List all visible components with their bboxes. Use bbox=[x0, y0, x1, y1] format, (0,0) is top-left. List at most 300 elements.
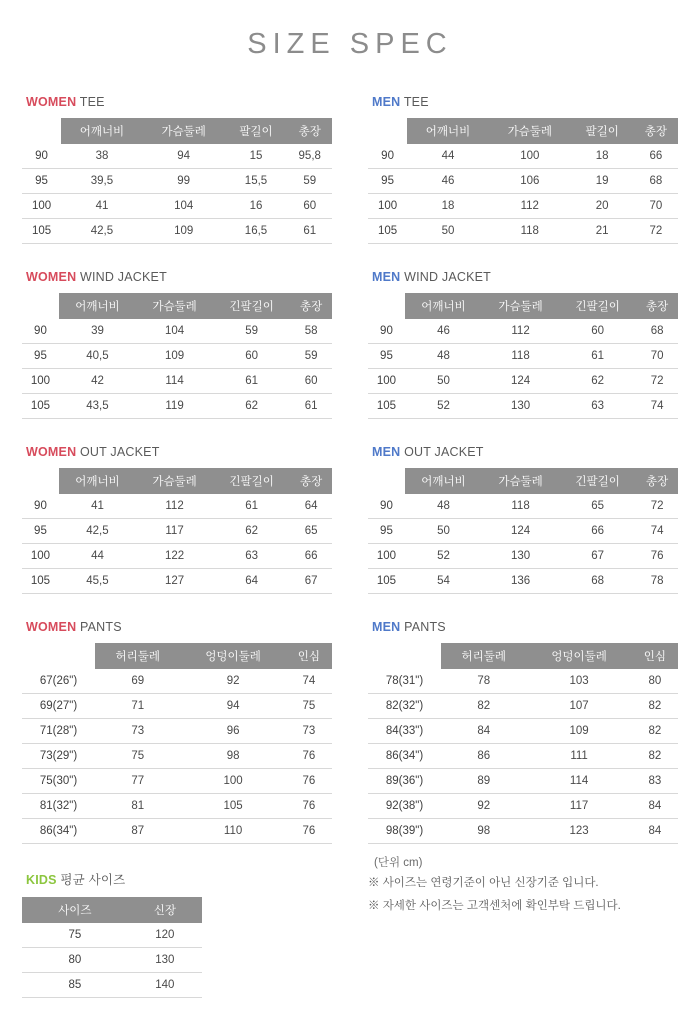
row-label: 105 bbox=[22, 219, 61, 244]
table-row bbox=[368, 319, 678, 344]
section-title bbox=[26, 620, 332, 634]
cell: 42,5 bbox=[59, 519, 136, 544]
cell: 38 bbox=[61, 144, 143, 169]
col-header-2: 엉덩이둘레 bbox=[527, 643, 632, 669]
row-label: 95 bbox=[22, 519, 59, 544]
spec-table-women-out-jacket bbox=[22, 468, 332, 594]
cell: 65 bbox=[290, 519, 332, 544]
cell: 62 bbox=[559, 369, 636, 394]
col-header-1: 어깨너비 bbox=[61, 118, 143, 144]
cell: 41 bbox=[59, 494, 136, 519]
col-header-0 bbox=[22, 293, 59, 319]
cell: 100 bbox=[181, 769, 286, 794]
row-label: 105 bbox=[22, 569, 59, 594]
col-header-1: 어깨너비 bbox=[59, 293, 136, 319]
section-title bbox=[26, 270, 332, 284]
table-header-row bbox=[22, 293, 332, 319]
section-title bbox=[26, 870, 332, 888]
table-row bbox=[368, 769, 678, 794]
page-title: SIZE SPEC bbox=[247, 28, 453, 60]
row-label: 82(32") bbox=[368, 694, 441, 719]
left-column bbox=[22, 95, 350, 1024]
cell: 67 bbox=[559, 544, 636, 569]
cell: 42 bbox=[59, 369, 136, 394]
cell: 82 bbox=[632, 719, 678, 744]
spec-table-women-wind-jacket bbox=[22, 293, 332, 419]
section-women-tee bbox=[22, 95, 332, 244]
section-name: OUT JACKET bbox=[404, 445, 484, 459]
row-label: 105 bbox=[368, 394, 405, 419]
section-women-wind-jacket bbox=[22, 270, 332, 419]
cell: 59 bbox=[213, 319, 290, 344]
cell: 72 bbox=[636, 369, 678, 394]
cell: 62 bbox=[213, 519, 290, 544]
col-header-4: 총장 bbox=[634, 118, 678, 144]
row-label: 80 bbox=[22, 948, 128, 973]
note-line: ※ 사이즈는 연령기준이 아닌 신장기준 입니다. bbox=[368, 877, 599, 889]
cell: 61 bbox=[213, 369, 290, 394]
row-label: 71(28") bbox=[22, 719, 95, 744]
cell: 68 bbox=[636, 319, 678, 344]
table-row bbox=[368, 519, 678, 544]
cell: 73 bbox=[286, 719, 332, 744]
row-label: 86(34") bbox=[22, 819, 95, 844]
cell: 130 bbox=[482, 394, 559, 419]
cell: 118 bbox=[489, 219, 571, 244]
cell: 65 bbox=[559, 494, 636, 519]
row-label: 100 bbox=[22, 369, 59, 394]
cell: 63 bbox=[213, 544, 290, 569]
cell: 70 bbox=[636, 344, 678, 369]
cell: 18 bbox=[571, 144, 634, 169]
cell: 120 bbox=[128, 923, 202, 948]
cell: 70 bbox=[634, 194, 678, 219]
cell: 39 bbox=[59, 319, 136, 344]
row-label: 95 bbox=[368, 169, 407, 194]
row-label: 75(30") bbox=[22, 769, 95, 794]
cell: 122 bbox=[136, 544, 213, 569]
table-row bbox=[22, 923, 202, 948]
cell: 61 bbox=[213, 494, 290, 519]
col-header-0 bbox=[368, 468, 405, 494]
cell: 112 bbox=[482, 319, 559, 344]
cell: 61 bbox=[290, 394, 332, 419]
col-header-0 bbox=[22, 118, 61, 144]
row-label: 86(34") bbox=[368, 744, 441, 769]
cell: 61 bbox=[287, 219, 332, 244]
col-header-4: 총장 bbox=[290, 293, 332, 319]
table-row bbox=[22, 394, 332, 419]
col-header-1: 어깨너비 bbox=[59, 468, 136, 494]
cell: 77 bbox=[95, 769, 181, 794]
table-row bbox=[22, 819, 332, 844]
col-header-4: 총장 bbox=[636, 293, 678, 319]
col-header-0: 사이즈 bbox=[22, 897, 128, 923]
row-label: 90 bbox=[22, 494, 59, 519]
cell: 19 bbox=[571, 169, 634, 194]
cell: 60 bbox=[213, 344, 290, 369]
table-header-row bbox=[368, 468, 678, 494]
spec-table-women-tee bbox=[22, 118, 332, 244]
cell: 99 bbox=[143, 169, 225, 194]
col-header-2: 가슴둘레 bbox=[136, 293, 213, 319]
cell: 84 bbox=[632, 819, 678, 844]
cell: 59 bbox=[290, 344, 332, 369]
row-label: 90 bbox=[22, 319, 59, 344]
table-header-row bbox=[22, 897, 202, 923]
table-row bbox=[368, 719, 678, 744]
table-row bbox=[368, 744, 678, 769]
row-label: 105 bbox=[368, 219, 407, 244]
cell: 124 bbox=[482, 519, 559, 544]
section-title bbox=[372, 620, 678, 634]
table-row bbox=[22, 544, 332, 569]
section-brand: MEN bbox=[372, 445, 401, 459]
cell: 40,5 bbox=[59, 344, 136, 369]
cell: 84 bbox=[632, 794, 678, 819]
cell: 136 bbox=[482, 569, 559, 594]
col-header-2: 가슴둘레 bbox=[482, 293, 559, 319]
table-row bbox=[22, 569, 332, 594]
cell: 119 bbox=[136, 394, 213, 419]
table-row bbox=[22, 519, 332, 544]
cell: 105 bbox=[181, 794, 286, 819]
row-label: 100 bbox=[22, 194, 61, 219]
col-header-0 bbox=[368, 293, 405, 319]
cell: 20 bbox=[571, 194, 634, 219]
cell: 63 bbox=[559, 394, 636, 419]
cell: 60 bbox=[559, 319, 636, 344]
table-row bbox=[368, 144, 678, 169]
section-name: OUT JACKET bbox=[80, 445, 160, 459]
table-header-row bbox=[22, 118, 332, 144]
col-header-4: 총장 bbox=[636, 468, 678, 494]
row-label: 84(33") bbox=[368, 719, 441, 744]
cell: 48 bbox=[405, 344, 482, 369]
cell: 95,8 bbox=[287, 144, 332, 169]
cell: 114 bbox=[527, 769, 632, 794]
table-row bbox=[22, 794, 332, 819]
table-row bbox=[368, 219, 678, 244]
table-row bbox=[368, 394, 678, 419]
col-header-2: 엉덩이둘레 bbox=[181, 643, 286, 669]
cell: 69 bbox=[95, 669, 181, 694]
cell: 60 bbox=[287, 194, 332, 219]
section-brand: MEN bbox=[372, 270, 401, 284]
col-header-2: 가슴둘레 bbox=[143, 118, 225, 144]
row-label: 100 bbox=[368, 369, 405, 394]
row-label: 100 bbox=[22, 544, 59, 569]
cell: 98 bbox=[441, 819, 527, 844]
cell: 66 bbox=[634, 144, 678, 169]
table-row bbox=[22, 344, 332, 369]
cell: 74 bbox=[636, 519, 678, 544]
spec-table-kids bbox=[22, 897, 202, 998]
row-label: 78(31") bbox=[368, 669, 441, 694]
row-label: 89(36") bbox=[368, 769, 441, 794]
col-header-3: 긴팔길이 bbox=[213, 468, 290, 494]
row-label: 85 bbox=[22, 973, 128, 998]
cell: 52 bbox=[405, 544, 482, 569]
cell: 42,5 bbox=[61, 219, 143, 244]
cell: 50 bbox=[405, 519, 482, 544]
section-name: PANTS bbox=[80, 620, 122, 634]
cell: 15,5 bbox=[225, 169, 288, 194]
col-header-1: 허리둘레 bbox=[441, 643, 527, 669]
col-header-1: 허리둘레 bbox=[95, 643, 181, 669]
table-row bbox=[22, 169, 332, 194]
section-brand: MEN bbox=[372, 95, 401, 109]
cell: 106 bbox=[489, 169, 571, 194]
cell: 78 bbox=[636, 569, 678, 594]
table-row bbox=[22, 494, 332, 519]
col-header-0 bbox=[368, 643, 441, 669]
row-label: 95 bbox=[368, 519, 405, 544]
cell: 76 bbox=[286, 744, 332, 769]
cell: 78 bbox=[441, 669, 527, 694]
cell: 82 bbox=[632, 744, 678, 769]
cell: 89 bbox=[441, 769, 527, 794]
table-row bbox=[22, 769, 332, 794]
cell: 76 bbox=[286, 794, 332, 819]
cell: 46 bbox=[405, 319, 482, 344]
unit-note: (단위 cm) bbox=[374, 857, 423, 869]
table-row bbox=[22, 369, 332, 394]
table-header-row bbox=[368, 118, 678, 144]
spec-table-men-pants bbox=[368, 643, 678, 844]
col-header-0 bbox=[368, 118, 407, 144]
section-brand: KIDS bbox=[26, 873, 57, 887]
cell: 96 bbox=[181, 719, 286, 744]
table-row bbox=[368, 369, 678, 394]
cell: 117 bbox=[136, 519, 213, 544]
section-men-out-jacket bbox=[368, 445, 678, 594]
table-header-row bbox=[368, 293, 678, 319]
section-kids bbox=[22, 870, 332, 998]
notes-block bbox=[368, 872, 678, 918]
cell: 114 bbox=[136, 369, 213, 394]
cell: 112 bbox=[489, 194, 571, 219]
cell: 107 bbox=[527, 694, 632, 719]
cell: 83 bbox=[632, 769, 678, 794]
section-name: 평균 사이즈 bbox=[60, 873, 126, 887]
cell: 74 bbox=[286, 669, 332, 694]
cell: 50 bbox=[405, 369, 482, 394]
cell: 66 bbox=[290, 544, 332, 569]
row-label: 100 bbox=[368, 544, 405, 569]
cell: 92 bbox=[441, 794, 527, 819]
section-title bbox=[372, 445, 678, 459]
cell: 86 bbox=[441, 744, 527, 769]
cell: 44 bbox=[59, 544, 136, 569]
row-label: 98(39") bbox=[368, 819, 441, 844]
cell: 52 bbox=[405, 394, 482, 419]
cell: 112 bbox=[136, 494, 213, 519]
kids-table-wrap bbox=[22, 897, 202, 998]
col-header-3: 팔길이 bbox=[225, 118, 288, 144]
cell: 74 bbox=[636, 394, 678, 419]
cell: 123 bbox=[527, 819, 632, 844]
cell: 100 bbox=[489, 144, 571, 169]
cell: 54 bbox=[405, 569, 482, 594]
cell: 62 bbox=[213, 394, 290, 419]
col-header-0 bbox=[22, 643, 95, 669]
table-row bbox=[368, 794, 678, 819]
cell: 104 bbox=[143, 194, 225, 219]
cell: 58 bbox=[290, 319, 332, 344]
table-row bbox=[368, 169, 678, 194]
cell: 94 bbox=[181, 694, 286, 719]
col-header-2: 가슴둘레 bbox=[489, 118, 571, 144]
cell: 15 bbox=[225, 144, 288, 169]
col-header-1: 어깨너비 bbox=[405, 468, 482, 494]
col-header-1: 어깨너비 bbox=[407, 118, 489, 144]
section-name: TEE bbox=[403, 95, 429, 109]
cell: 98 bbox=[181, 744, 286, 769]
section-brand: WOMEN bbox=[26, 95, 77, 109]
col-header-3: 긴팔길이 bbox=[559, 468, 636, 494]
table-header-row bbox=[22, 468, 332, 494]
cell: 94 bbox=[143, 144, 225, 169]
col-header-3: 긴팔길이 bbox=[559, 293, 636, 319]
table-row bbox=[22, 669, 332, 694]
cell: 81 bbox=[95, 794, 181, 819]
cell: 48 bbox=[405, 494, 482, 519]
table-row bbox=[22, 744, 332, 769]
cell: 76 bbox=[636, 544, 678, 569]
col-header-3: 인심 bbox=[632, 643, 678, 669]
table-header-row bbox=[22, 643, 332, 669]
row-label: 92(38") bbox=[368, 794, 441, 819]
section-name: TEE bbox=[79, 95, 105, 109]
table-row bbox=[368, 819, 678, 844]
cell: 109 bbox=[527, 719, 632, 744]
cell: 130 bbox=[482, 544, 559, 569]
cell: 84 bbox=[441, 719, 527, 744]
cell: 18 bbox=[407, 194, 489, 219]
table-row bbox=[368, 344, 678, 369]
cell: 60 bbox=[290, 369, 332, 394]
cell: 72 bbox=[634, 219, 678, 244]
row-label: 90 bbox=[368, 144, 407, 169]
table-row bbox=[368, 569, 678, 594]
row-label: 67(26") bbox=[22, 669, 95, 694]
table-row bbox=[22, 144, 332, 169]
row-label: 95 bbox=[368, 344, 405, 369]
col-header-3: 긴팔길이 bbox=[213, 293, 290, 319]
table-header-row bbox=[368, 643, 678, 669]
cell: 103 bbox=[527, 669, 632, 694]
cell: 82 bbox=[632, 694, 678, 719]
table-row bbox=[22, 219, 332, 244]
cell: 59 bbox=[287, 169, 332, 194]
table-row bbox=[22, 694, 332, 719]
row-label: 100 bbox=[368, 194, 407, 219]
col-header-1: 신장 bbox=[128, 897, 202, 923]
section-brand: WOMEN bbox=[26, 620, 77, 634]
section-name: PANTS bbox=[404, 620, 446, 634]
cell: 39,5 bbox=[61, 169, 143, 194]
cell: 41 bbox=[61, 194, 143, 219]
spec-columns bbox=[0, 95, 700, 1024]
section-men-pants bbox=[368, 620, 678, 918]
cell: 117 bbox=[527, 794, 632, 819]
table-row bbox=[368, 194, 678, 219]
cell: 104 bbox=[136, 319, 213, 344]
spec-table-men-wind-jacket bbox=[368, 293, 678, 419]
cell: 50 bbox=[407, 219, 489, 244]
cell: 92 bbox=[181, 669, 286, 694]
row-label: 73(29") bbox=[22, 744, 95, 769]
table-row bbox=[22, 948, 202, 973]
section-name: WIND JACKET bbox=[80, 270, 167, 284]
cell: 61 bbox=[559, 344, 636, 369]
row-label: 90 bbox=[368, 319, 405, 344]
section-women-out-jacket bbox=[22, 445, 332, 594]
section-men-tee bbox=[368, 95, 678, 244]
section-brand: MEN bbox=[372, 620, 401, 634]
cell: 45,5 bbox=[59, 569, 136, 594]
col-header-1: 어깨너비 bbox=[405, 293, 482, 319]
table-row bbox=[22, 719, 332, 744]
table-row bbox=[368, 544, 678, 569]
spec-table-women-pants bbox=[22, 643, 332, 844]
cell: 46 bbox=[407, 169, 489, 194]
cell: 130 bbox=[128, 948, 202, 973]
spec-table-men-out-jacket bbox=[368, 468, 678, 594]
cell: 43,5 bbox=[59, 394, 136, 419]
col-header-4: 총장 bbox=[287, 118, 332, 144]
cell: 44 bbox=[407, 144, 489, 169]
cell: 21 bbox=[571, 219, 634, 244]
cell: 111 bbox=[527, 744, 632, 769]
section-title bbox=[26, 445, 332, 459]
cell: 118 bbox=[482, 494, 559, 519]
row-label: 95 bbox=[22, 344, 59, 369]
cell: 16,5 bbox=[225, 219, 288, 244]
cell: 87 bbox=[95, 819, 181, 844]
cell: 16 bbox=[225, 194, 288, 219]
cell: 76 bbox=[286, 819, 332, 844]
cell: 80 bbox=[632, 669, 678, 694]
cell: 75 bbox=[95, 744, 181, 769]
cell: 76 bbox=[286, 769, 332, 794]
row-label: 90 bbox=[368, 494, 405, 519]
right-column bbox=[350, 95, 678, 1024]
cell: 71 bbox=[95, 694, 181, 719]
row-label: 81(32") bbox=[22, 794, 95, 819]
col-header-4: 총장 bbox=[290, 468, 332, 494]
cell: 66 bbox=[559, 519, 636, 544]
row-label: 69(27") bbox=[22, 694, 95, 719]
cell: 73 bbox=[95, 719, 181, 744]
table-row bbox=[22, 973, 202, 998]
row-label: 105 bbox=[22, 394, 59, 419]
cell: 140 bbox=[128, 973, 202, 998]
cell: 127 bbox=[136, 569, 213, 594]
row-label: 90 bbox=[22, 144, 61, 169]
spec-table-men-tee bbox=[368, 118, 678, 244]
note-line: ※ 자세한 사이즈는 고객센처에 확인부탁 드립니다. bbox=[368, 900, 621, 912]
row-label: 95 bbox=[22, 169, 61, 194]
col-header-3: 인심 bbox=[286, 643, 332, 669]
table-row bbox=[368, 494, 678, 519]
section-title bbox=[372, 270, 678, 284]
col-header-2: 가슴둘레 bbox=[136, 468, 213, 494]
col-header-3: 팔길이 bbox=[571, 118, 634, 144]
cell: 124 bbox=[482, 369, 559, 394]
section-women-pants bbox=[22, 620, 332, 844]
